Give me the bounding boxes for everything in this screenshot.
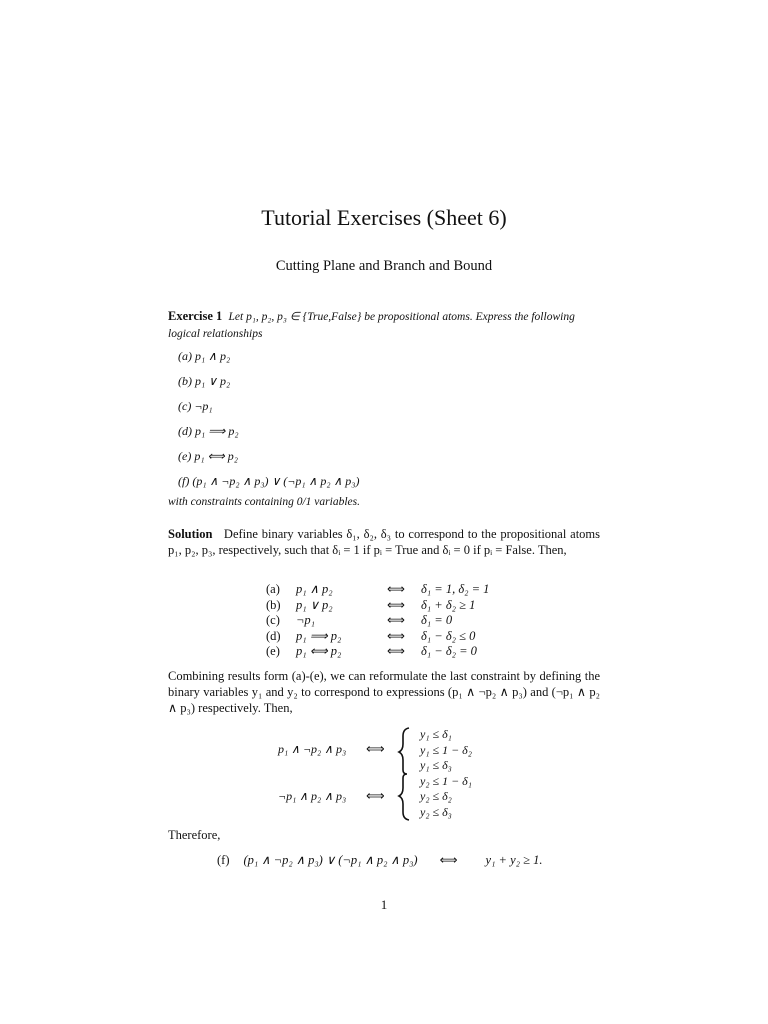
row-label: (c) bbox=[266, 613, 280, 627]
table-row bbox=[266, 598, 489, 614]
therefore-text: Therefore, bbox=[168, 828, 221, 842]
iff-symbol: ⟺ bbox=[366, 741, 385, 756]
page-number: 1 bbox=[380, 897, 388, 912]
iff-symbol: ⟺ bbox=[387, 613, 405, 627]
constraint: y₂ ≤ δ₃ bbox=[420, 804, 452, 819]
iff-symbol: ⟺ bbox=[387, 597, 405, 612]
final-result: y₁ + y₂ ≥ 1. bbox=[485, 853, 543, 867]
exercise-item: (c) ¬p₁ bbox=[178, 399, 213, 413]
table-row bbox=[266, 613, 489, 629]
exercise-label: Exercise 1 bbox=[168, 309, 223, 323]
constraint: y₂ ≤ δ₂ bbox=[420, 789, 452, 803]
system-lhs-2: ¬p₁ ∧ p₂ ∧ p₃ bbox=[278, 789, 347, 803]
row-expression: p₁ ∧ p₂ bbox=[296, 582, 333, 596]
row-label: (d) bbox=[266, 628, 281, 643]
constraint: y₁ ≤ 1 − δ₂ bbox=[420, 742, 472, 757]
left-brace-icon bbox=[397, 726, 413, 822]
row-result: δ₁ = 0 bbox=[421, 613, 453, 627]
solution-label: Solution bbox=[168, 527, 213, 541]
exercise-statement bbox=[168, 308, 600, 342]
equivalence-table bbox=[266, 582, 489, 660]
row-result: δ₁ + δ₂ ≥ 1 bbox=[421, 597, 476, 612]
iff-symbol: ⟺ bbox=[387, 644, 405, 658]
constraints-group-1 bbox=[420, 727, 472, 820]
row-result: δ₁ − δ₂ = 0 bbox=[421, 644, 477, 658]
exercise-items bbox=[178, 348, 359, 498]
iff-symbol: ⟺ bbox=[387, 582, 405, 596]
table-row bbox=[266, 629, 489, 645]
row-label: (a) bbox=[266, 582, 280, 596]
exercise-item: (f) (p₁ ∧ ¬p₂ ∧ p₃) ∨ (¬p₁ ∧ p₂ ∧ p₃) bbox=[178, 474, 360, 488]
exercise-closing: with constraints containing 0/1 variables. bbox=[168, 496, 360, 508]
table-row bbox=[266, 644, 489, 660]
row-result: δ₁ − δ₂ ≤ 0 bbox=[421, 628, 476, 643]
row-expression: ¬p₁ bbox=[296, 613, 316, 627]
page-title: Tutorial Exercises (Sheet 6) bbox=[261, 205, 507, 230]
row-expression: p₁ ⟺ p₂ bbox=[296, 644, 342, 658]
constraint: y₁ ≤ δ₃ bbox=[420, 758, 452, 772]
page-subtitle: Cutting Plane and Branch and Bound bbox=[275, 258, 493, 274]
constraint: y₁ ≤ δ₁ bbox=[420, 727, 452, 741]
exercise-item: (d) p₁ ⟹ p₂ bbox=[178, 424, 239, 438]
table-row bbox=[266, 582, 489, 598]
row-expression: p₁ ∨ p₂ bbox=[296, 597, 333, 612]
iff-symbol: ⟺ bbox=[387, 628, 405, 643]
final-equivalence bbox=[217, 852, 542, 868]
solution-text: Define binary variables δ₁, δ₂, δ₃ to correspond to the propositional atoms p₁, p₂, p₃, respectively, such that δᵢ = 1 if pᵢ = True and δᵢ = 0 if pᵢ = False. Then, bbox=[168, 527, 601, 557]
system-lhs-1: p₁ ∧ ¬p₂ ∧ p₃ bbox=[278, 742, 347, 756]
row-label: (b) bbox=[266, 597, 281, 612]
solution-paragraph bbox=[168, 526, 600, 558]
iff-symbol: ⟺ bbox=[439, 853, 458, 867]
row-result: δ₁ = 1, δ₂ = 1 bbox=[421, 582, 490, 596]
row-label: (e) bbox=[266, 644, 280, 658]
exercise-item: (b) p₁ ∨ p₂ bbox=[178, 374, 231, 388]
constraint: y₂ ≤ 1 − δ₁ bbox=[420, 773, 472, 788]
final-expression: (p₁ ∧ ¬p₂ ∧ p₃) ∨ (¬p₁ ∧ p₂ ∧ p₃) bbox=[243, 853, 418, 867]
final-label: (f) bbox=[217, 853, 230, 867]
row-expression: p₁ ⟹ p₂ bbox=[296, 628, 342, 643]
exercise-item: (e) p₁ ⟺ p₂ bbox=[178, 449, 238, 463]
combining-paragraph: Combining results form (a)-(e), we can reformulate the last constraint by defining the binary variables y₁ and y₂ to correspond to expressions (p₁ ∧ ¬p₂ ∧ p₃) and (¬p₁ ∧ p₂ ∧ p₃) respectively. Then, bbox=[168, 669, 600, 715]
iff-symbol: ⟺ bbox=[366, 788, 385, 803]
exercise-text: Let p₁, p₂, p₃ ∈ {True,False} be propositional atoms. Express the following logical relationships bbox=[168, 311, 575, 340]
exercise-item: (a) p₁ ∧ p₂ bbox=[178, 349, 231, 363]
